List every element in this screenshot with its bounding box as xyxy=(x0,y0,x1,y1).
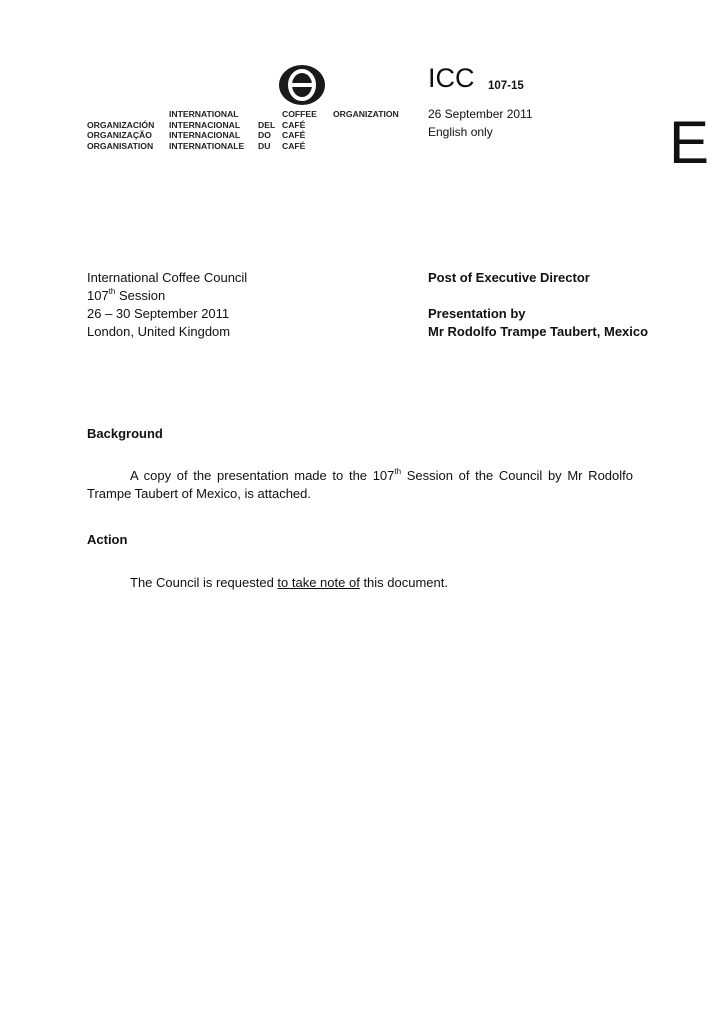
doc-number: 107-15 xyxy=(488,80,524,92)
doc-date: 26 September 2011 xyxy=(428,107,533,121)
background-heading: Background xyxy=(87,426,163,441)
spacer xyxy=(428,287,648,305)
ico-logo-icon xyxy=(278,64,326,106)
session-location: London, United Kingdom xyxy=(87,324,231,339)
session-line: 107th Session xyxy=(87,286,166,303)
post-title: Post of Executive Director xyxy=(428,270,590,285)
document-subject xyxy=(428,269,648,341)
paragraph-line: Trampe Taubert of Mexico, is attached. xyxy=(87,486,311,501)
council-name: International Coffee Council xyxy=(87,270,248,285)
presentation-label: Presentation by xyxy=(428,306,526,321)
meeting-info xyxy=(87,269,247,341)
session-dates: 26 – 30 September 2011 xyxy=(87,306,230,321)
language-note: English only xyxy=(428,125,493,139)
action-paragraph: The Council is requested to take note of this document. xyxy=(130,575,448,590)
paragraph-line: A copy of the presentation made to the 107th Session of the Council by Mr Rodolfo xyxy=(130,466,633,483)
background-paragraph xyxy=(87,467,633,503)
action-heading: Action xyxy=(87,532,128,547)
presenter-name: Mr Rodolfo Trampe Taubert, Mexico xyxy=(428,324,649,339)
doc-code: ICC xyxy=(428,63,475,93)
language-letter: E xyxy=(669,109,710,176)
